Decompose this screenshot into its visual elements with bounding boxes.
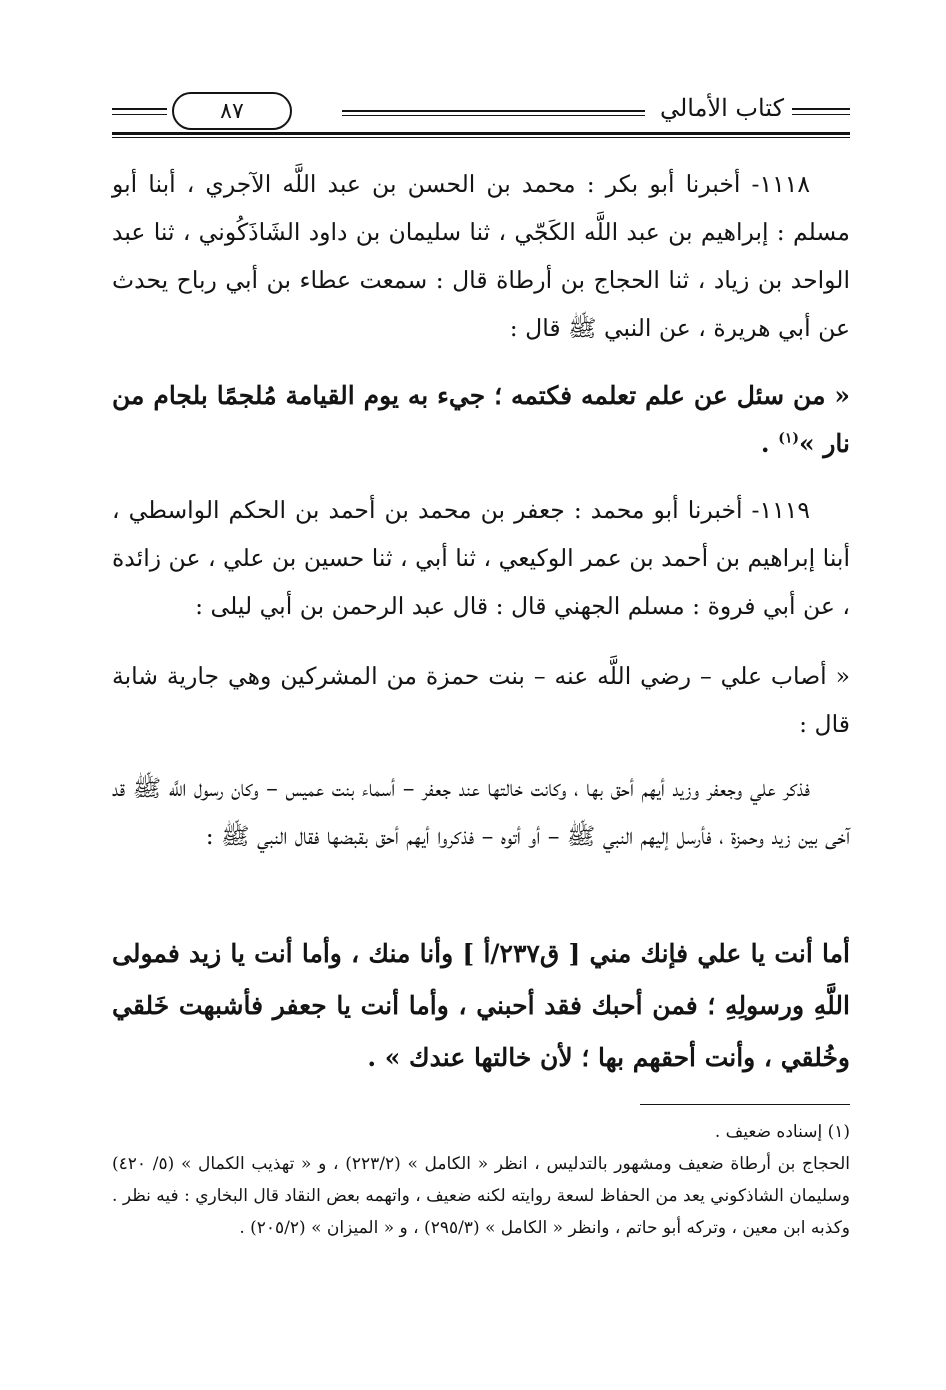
- footnotes: [112, 1116, 850, 1244]
- footnote-separator: [640, 1104, 850, 1105]
- hadith-1118-chain: ١١١٨- أخبرنا أبو بكر : محمد بن الحسن بن عبد اللَّه الآجري ، أبنا أبو مسلم : إبراهيم بن عبد اللَّه الكَجّي ، ثنا سليمان بن داود الشَاذَكُوني ، ثنا عبد الواحد بن زياد ، ثنا الحجاج بن أرطاة قال : سمعت عطاء بن أبي رباح يحدث عن أبي هريرة ، عن النبي ﷺ قال :: [112, 170, 850, 342]
- page-number: ٨٧: [172, 92, 292, 130]
- header-underline: [112, 132, 850, 135]
- footnote-ref-1: (١): [778, 430, 800, 447]
- page-header: [112, 92, 850, 140]
- footnote-1-title: (١) إسناده ضعيف .: [714, 1122, 850, 1142]
- header-rule-middle-thin: [342, 115, 645, 116]
- header-rule-middle: [342, 110, 645, 112]
- hadith-1118-end: .: [760, 429, 779, 458]
- hadith-1119-intro: « أصاب علي – رضي اللَّه عنه – بنت حمزة من المشركين وهي جارية شابة قال :: [112, 662, 850, 738]
- hadith-1119-narration: فذكر علي وجعفر وزيد أيهم أحق بها ، وكانت خالتها عند جعفر – أسماء بنت عميس – وكان رسول اللَّه ﷺ قد آخى بين زيد وحمزة ، فأرسل إليهم النبي ﷺ – أو أتوه – فذكروا أيهم أحق بقبضها فقال النبي ﷺ :: [112, 774, 850, 850]
- hadith-1119-text: أما أنت يا علي فإنك مني [ ق٢٣٧/أ ] وأنا منك ، وأما أنت يا زيد فمولى اللَّهِ ورسولِهِ ؛ فمن أحبك فقد أحبني ، وأما أنت يا جعفر فأشبهت خَلقي وخُلقي ، وأنت أحقهم بها ؛ لأن خالتها عندك » .: [112, 939, 850, 1072]
- hadith-1118-text: [112, 372, 850, 468]
- header-rule-left: [112, 108, 167, 110]
- footnote-1-body: الحجاج بن أرطاة ضعيف ومشهور بالتدليس ، انظر « الكامل » (٢٢٣/٢) ، و « تهذيب الكمال » (٥/ ٤٢٠) وسليمان الشاذكوني يعد من الحفاظ لسعة روايته لكنه ضعيف ، واتهمه بعض النقاد قال البخاري : فيه نظر . وكذبه ابن معين ، وتركه أبو حاتم ، وانظر « الكامل » (٢٩٥/٣) ، و « الميزان » (٢٠٥/٢) .: [112, 1154, 850, 1238]
- header-rule-left-thin: [112, 114, 167, 115]
- header-underline-thin: [112, 137, 850, 138]
- header-rule-right: [792, 108, 850, 110]
- hadith-1118-quote: « من سئل عن علم تعلمه فكتمه ؛ جيء به يوم القيامة مُلجمًا بلجام من نار »: [112, 381, 850, 458]
- hadith-1119-chain: ١١١٩- أخبرنا أبو محمد : جعفر بن محمد بن أحمد بن الحكم الواسطي ، أبنا إبراهيم بن أحمد بن عمر الوكيعي ، ثنا أبي ، ثنا حسين بن علي ، عن زائدة ، عن أبي فروة : مسلم الجهني قال : قال عبد الرحمن بن أبي ليلى :: [112, 496, 850, 620]
- header-rule-right-thin: [792, 114, 850, 115]
- book-title: كتاب الأمالي: [659, 94, 784, 122]
